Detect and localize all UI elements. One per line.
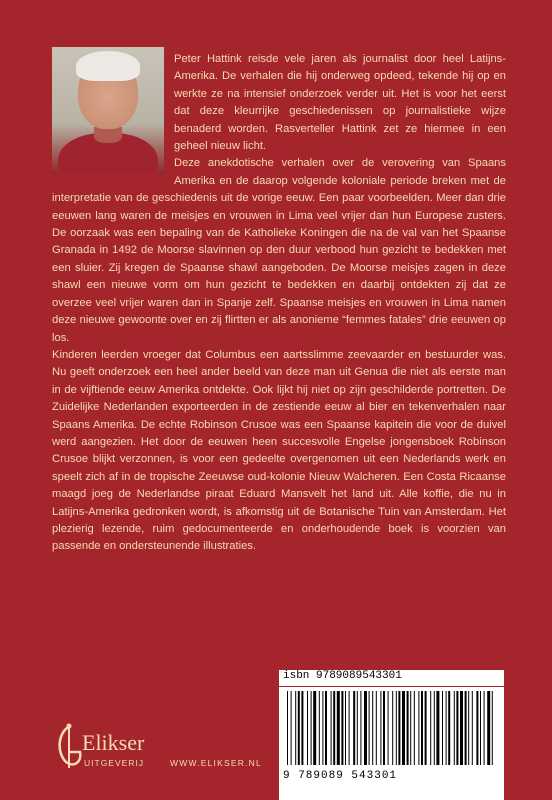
barcode-bar [442,691,443,765]
barcode-block [279,670,504,800]
barcode-bar [418,691,419,765]
barcode-bar [398,691,400,765]
barcode-bar [345,691,346,765]
barcode-bar [337,691,340,765]
barcode-bar [357,691,358,765]
photo-spacer [52,51,174,177]
barcode-bar [484,691,485,765]
barcode-bar [392,691,393,765]
barcode-bar [325,691,327,765]
barcode-bar [421,691,423,765]
publisher-mark-icon [52,722,86,772]
barcode-bar [295,691,296,765]
barcode-bar [301,691,303,765]
barcode-bar [456,691,458,765]
barcode-bar [472,691,473,765]
barcode-bar [307,691,308,765]
barcode-bar [369,691,370,765]
barcode-bar [319,691,320,765]
barcode-bars [279,687,504,772]
publisher-subtitle: UITGEVERIJ [84,758,145,768]
barcode-bar [298,691,300,765]
barcode-bar [313,691,316,765]
barcode-bar [460,691,463,765]
barcode-bar [448,691,450,765]
publisher-website: WWW.ELIKSER.NL [170,758,262,768]
barcode [279,687,504,800]
barcode-bar [383,691,385,765]
paragraph-examples: Kinderen leerden vroeger dat Columbus een aartsslimme zeevaarder en bestuurder was. Nu geeft onderzoek een heel ander beeld van deze man uit Genua die niet als eerste man in de vijftiende eeuw Amerika ontdekte. Ook lijkt hij niet op zijn geschilderde portretten. De Zuidelijke Nederlanden exporteerden in de zestiende eeuw al bier en tekenverhalen naar Spaans Amerika. De echte Robinson Crusoe was een Spaanse kapitein die voor de duivel werd aangezien. Het door de eeuwen heen succesvolle Engelse jongensboek Robinson Crusoe blijkt verzonnen, is voor een gedeelte overgenomen uit een Nederlands werk en speelt zich af in de tropische Zeeuwse oud-kolonie Nieuw Walcheren. Een Costa Ricaanse maagd joeg de Nederlandse piraat Eduard Mansvelt het land uit. Alle koffie, die nu in Latijns-Amerika gedronken wordt, is afkomstig uit de Botanische Tuin van Amsterdam. Het plezierig lezende, ruim gedocumenteerde en onderhoudende boek is voorzien van passende en ondersteunende illustraties. [52,348,506,553]
barcode-bar [454,691,455,765]
barcode-bar [492,691,493,765]
barcode-bar [476,691,478,765]
barcode-bar [331,691,332,765]
barcode-bar [341,691,343,765]
barcode-bar [360,691,361,765]
barcode-bar [436,691,439,765]
barcode-bar [434,691,435,765]
barcode-digits: 9 789089 543301 [283,770,398,782]
barcode-bar [322,691,323,765]
barcode-bar [388,691,389,765]
barcode-bar [402,691,405,765]
isbn-label: isbn 9789089543301 [279,670,504,686]
publisher-logo [52,720,192,780]
barcode-bar [410,691,411,765]
barcode-bar [446,691,447,765]
barcode-bar [407,691,409,765]
barcode-bar [487,691,490,765]
publisher-name: Elikser [82,730,145,755]
barcode-bar [349,691,350,765]
barcode-bar [465,691,467,765]
paragraph-author: Peter Hattink reisde vele jaren als journalist door heel Latijns-Amerika. De verhalen die hij onderweg opdeed, tekende hij op en werkte ze na intensief onderzoek verder uit. Het is voor het eerst dat deze kleurrijke geschiedenissen op journalistieke wijze benaderd worden. Rasverteller Hattink zet ze hiermee in een geheel nieuw licht. [174,53,506,153]
barcode-bar [333,691,335,765]
paragraph-anecdotes: Deze anekdotische verhalen over de verovering van Spaans Amerika en de daarop volgende koloniale periode breken met de interpretatie van de geschiedenis uit de vorige eeuw. Een paar voorbeelden. Meer dan drie eeuwen lang waren de meisjes en vrouwen in Lima veel vrijer dan hun Europese zusters. De oorzaak was een bepaling van de Katholieke Koningen die na de val van het Spaanse Granada in 1492 de Moorse slavinnen op den duur verbood hun gezicht te bedekken met een sluier. Zij kregen de Spaanse shawl aangeboden. De Moorse meisjes zagen in deze shawl een nieuwe vorm om hun gezicht te bedekken en daarbij ontdekten zij dat ze overzee veel vrijer waren dan in Spanje zelf. Spaanse meisjes en vrouwen in Lima namen deze nieuwe gewoonte over en zij flirtten er als anonieme “femmes fatales” drie eeuwen op los. [52,157,506,344]
barcode-bar [291,691,292,765]
barcode-bar [425,691,427,765]
barcode-bar [480,691,481,765]
barcode-bar [364,691,367,765]
barcode-bar [380,691,381,765]
barcode-bar [372,691,373,765]
barcode-bar [468,691,469,765]
barcode-bar [376,691,377,765]
back-cover-text [52,51,506,556]
barcode-bar [430,691,431,765]
barcode-bar [396,691,397,765]
barcode-bar [311,691,312,765]
barcode-bar [414,691,415,765]
barcode-bar [287,691,288,765]
barcode-bar [353,691,355,765]
